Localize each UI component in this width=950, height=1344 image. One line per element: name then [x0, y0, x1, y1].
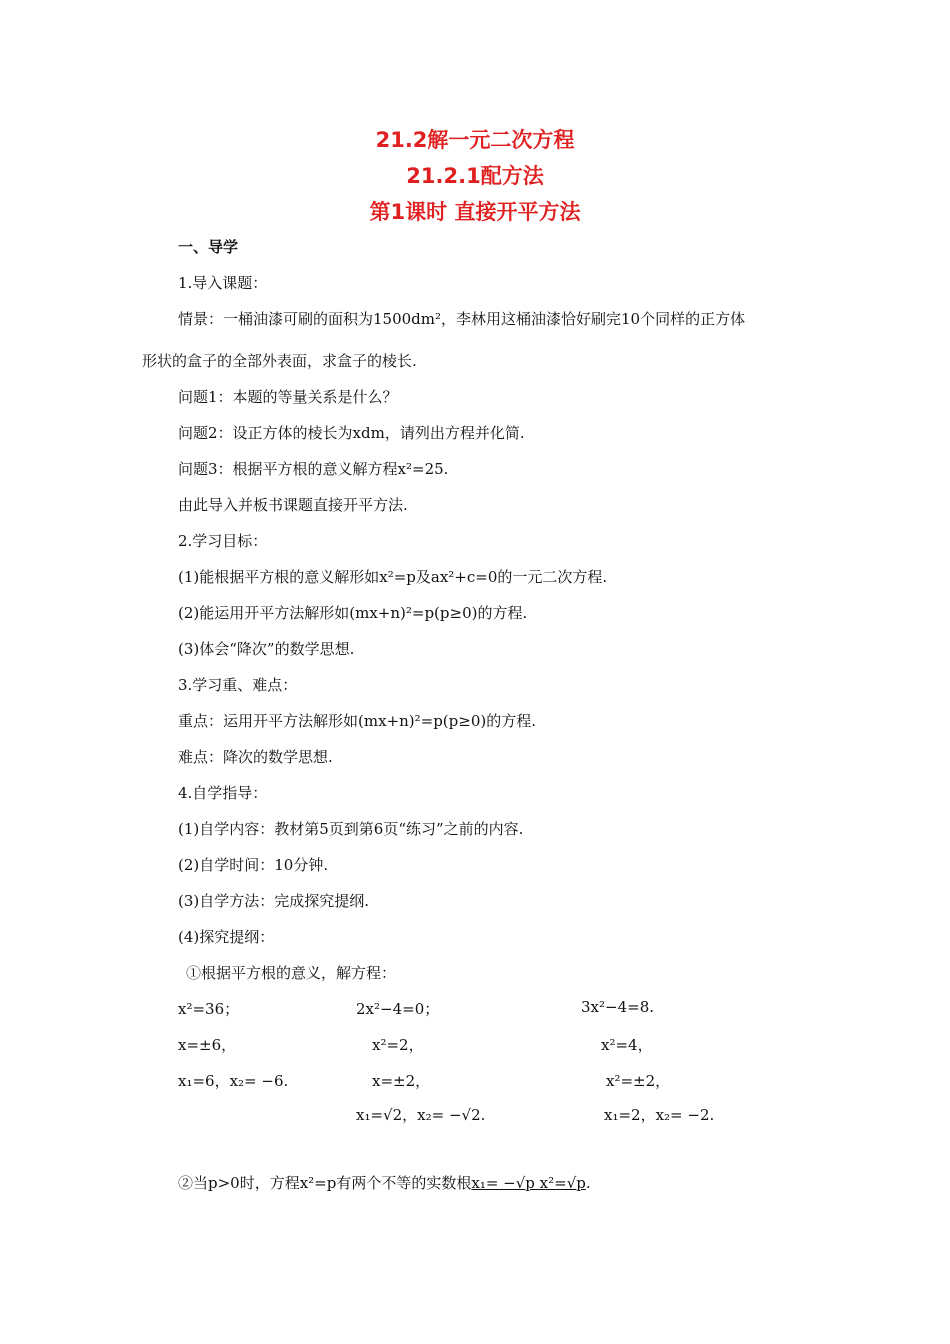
guide-method: (3)自学方法：完成探究提纲.	[178, 892, 370, 910]
guide-heading: 4.自学指导：	[178, 784, 268, 802]
eq-col2-line3: x=±2，	[372, 1072, 431, 1090]
hard-point: 难点：降次的数学思想.	[178, 748, 333, 766]
eq-col3-line1: 3x²−4=8.	[581, 998, 655, 1016]
question-3: 问题3：根据平方根的意义解方程x²=25.	[178, 460, 449, 478]
item2-prefix: ②当p>0时，方程x²=p有两个不等的实数根	[178, 1174, 472, 1192]
guide-time: (2)自学时间：10分钟.	[178, 856, 329, 874]
eq-col2-line1: 2x²−4=0；	[356, 1000, 440, 1018]
item2-suffix: .	[585, 1174, 591, 1192]
goals-heading: 2.学习目标：	[178, 532, 268, 550]
eq-col3-line4: x₁=2，x₂= −2.	[604, 1106, 715, 1124]
scene-line-2: 形状的盒子的全部外表面，求盒子的棱长.	[142, 352, 417, 370]
eq-col1-line2: x=±6，	[178, 1036, 237, 1054]
eq-col2-line2: x²=2，	[372, 1036, 424, 1054]
question-1: 问题1：本题的等量关系是什么？	[178, 388, 398, 406]
guide-outline: (4)探究提纲：	[178, 928, 275, 946]
eq-col3-line2: x²=4，	[601, 1036, 653, 1054]
section-heading: 一、导学	[178, 238, 239, 256]
intro-heading: 1.导入课题：	[178, 274, 268, 292]
key-point: 重点：运用开平方法解形如(mx+n)²=p(p≥0)的方程.	[178, 712, 536, 730]
goal-3: (3)体会“降次”的数学思想.	[178, 640, 355, 658]
eq-col1-line3: x₁=6，x₂= −6.	[178, 1072, 289, 1090]
outline-item-2	[178, 1172, 591, 1193]
eq-col2-line4: x₁=√2，x₂= −√2.	[356, 1106, 486, 1124]
goal-1: (1)能根据平方根的意义解形如x²=p及ax²+c=0的一元二次方程.	[178, 568, 608, 586]
keypoints-heading: 3.学习重、难点：	[178, 676, 298, 694]
question-2: 问题2：设正方体的棱长为xdm，请列出方程并化简.	[178, 424, 525, 442]
guide-content: (1)自学内容：教材第5页到第6页“练习”之前的内容.	[178, 820, 524, 838]
lead-sentence: 由此导入并板书课题直接开平方法.	[178, 496, 408, 514]
title-subsection: 21.2.1配方法	[406, 164, 544, 188]
eq-col1-line1: x²=36；	[178, 1000, 240, 1018]
title-section: 21.2解一元二次方程	[375, 128, 575, 152]
eq-col3-line3: x²=±2，	[606, 1072, 671, 1090]
title-lesson: 第1课时 直接开平方法	[369, 200, 581, 224]
goal-2: (2)能运用开平方法解形如(mx+n)²=p(p≥0)的方程.	[178, 604, 528, 622]
item2-answer: x₁= −√p x²=√p	[471, 1174, 586, 1192]
outline-item-1: ①根据平方根的意义，解方程：	[186, 964, 397, 982]
scene-line-1: 情景：一桶油漆可刷的面积为1500dm²，李林用这桶油漆恰好刷完10个同样的正方体	[178, 310, 746, 328]
